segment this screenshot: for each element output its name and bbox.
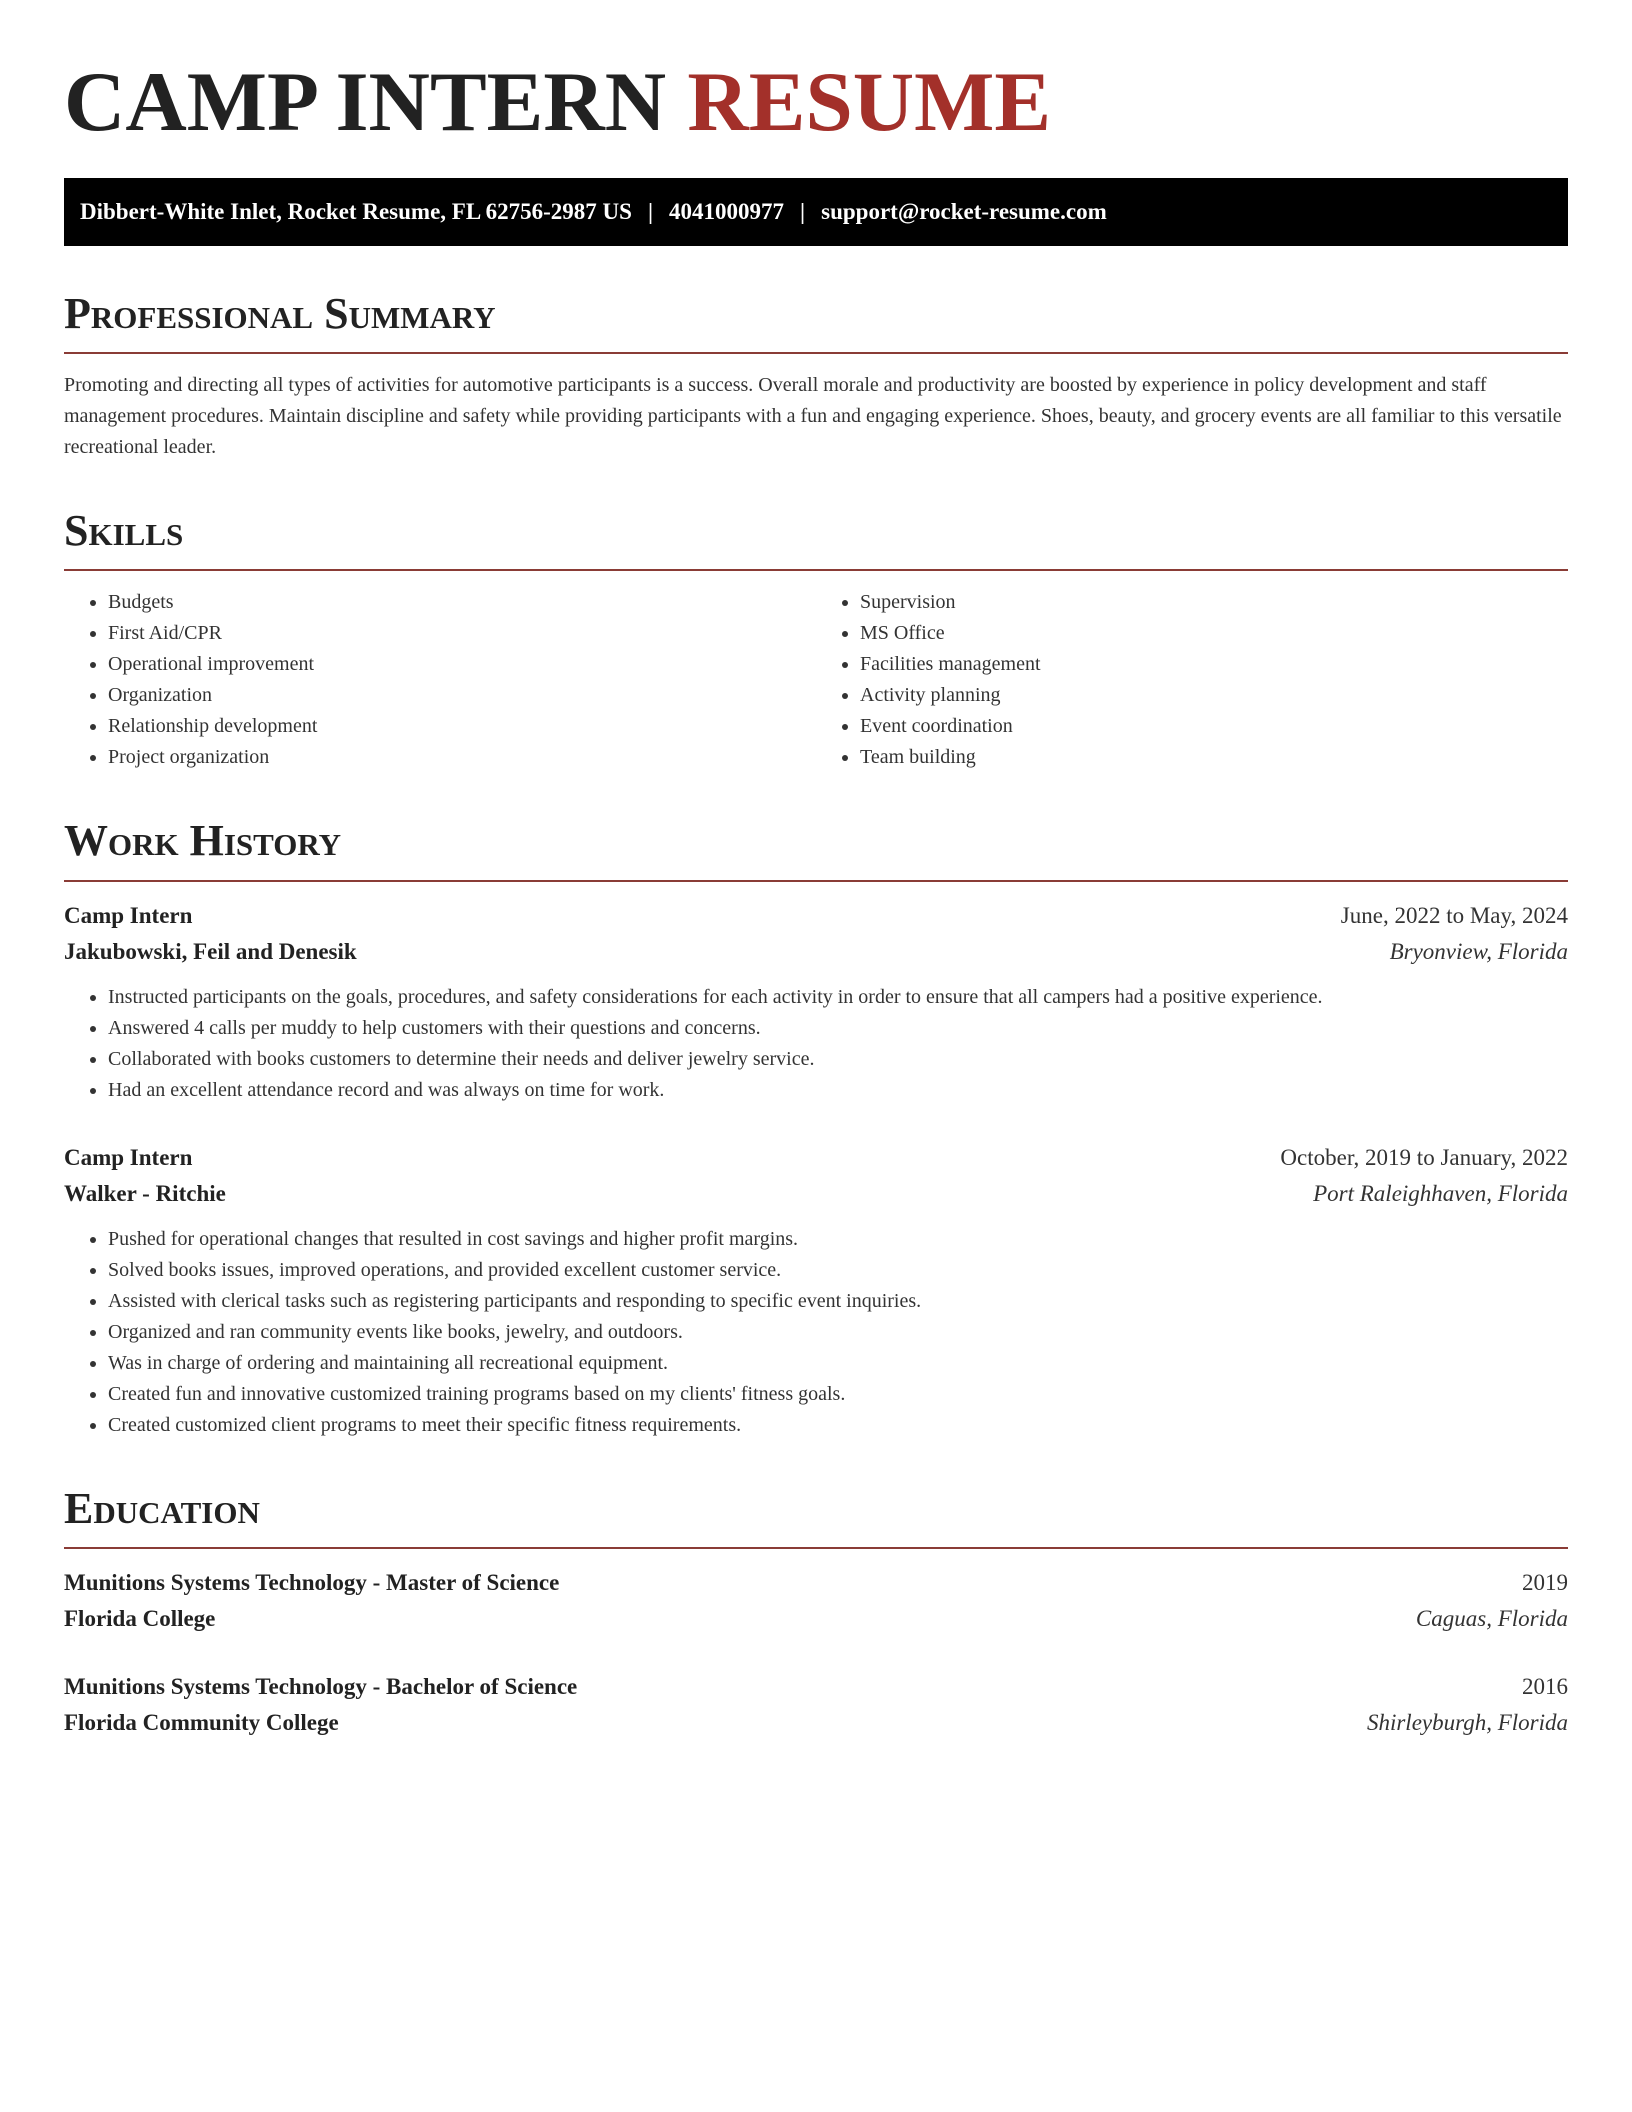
job-location: Bryonview, Florida: [1389, 938, 1568, 964]
skills-list-right: [816, 587, 1568, 773]
contact-separator: |: [800, 198, 806, 224]
job-title-row: [64, 1140, 1568, 1176]
education-section: [64, 1485, 1568, 1741]
job-title: Camp Intern: [64, 902, 193, 928]
job-company-row: [64, 934, 1568, 970]
job-entry: [64, 898, 1568, 1106]
job-entry: [64, 1140, 1568, 1441]
skill-item: • Facilities management: [860, 649, 1568, 680]
summary-heading: Professional Summary: [64, 288, 496, 338]
skill-item: • Event coordination: [860, 711, 1568, 742]
skills-list-left: [64, 587, 816, 773]
contact-phone: 4041000977: [669, 198, 785, 224]
section-divider: [64, 1547, 1568, 1549]
job-company: Jakubowski, Feil and Denesik: [64, 938, 357, 964]
job-dates: June, 2022 to May, 2024: [1340, 902, 1568, 928]
job-company-row: [64, 1176, 1568, 1212]
contact-separator: |: [647, 198, 654, 224]
work-heading: Work History: [64, 816, 342, 866]
summary-section: [64, 290, 1568, 463]
job-bullets: [64, 982, 1568, 1106]
work-section: [64, 817, 1568, 1440]
job-bullet: • Was in charge of ordering and maintaining all recreational equipment.: [108, 1348, 1568, 1379]
skill-item: • Budgets: [108, 587, 816, 618]
education-school: Florida Community College: [64, 1710, 339, 1736]
skills-heading: Skills: [64, 505, 184, 555]
skill-item: • First Aid/CPR: [108, 618, 816, 649]
education-year: 2016: [1522, 1674, 1568, 1700]
job-bullet: • Created fun and innovative customized training programs based on my clients' fitness goals.: [108, 1379, 1568, 1410]
education-school: Florida College: [64, 1606, 216, 1632]
job-bullet: • Assisted with clerical tasks such as registering participants and responding to specific event inquiries.: [108, 1286, 1568, 1317]
job-title: Camp Intern: [64, 1144, 193, 1170]
education-degree-row: [64, 1565, 1568, 1601]
skill-item: • Project organization: [108, 742, 816, 773]
education-school-row: [64, 1601, 1568, 1637]
contact-email: support@rocket-resume.com: [821, 198, 1107, 224]
education-location: Caguas, Florida: [1415, 1606, 1568, 1632]
skills-columns: [64, 587, 1568, 773]
title-main: CAMP INTERN: [64, 55, 667, 149]
skill-item: • Organization: [108, 680, 816, 711]
education-degree: Munitions Systems Technology - Master of Science: [64, 1570, 560, 1596]
education-entry: [64, 1669, 1568, 1741]
education-location: Shirleyburgh, Florida: [1366, 1710, 1568, 1736]
job-bullet: • Had an excellent attendance record and was always on time for work.: [108, 1075, 1568, 1106]
job-bullet: • Organized and ran community events like books, jewelry, and outdoors.: [108, 1317, 1568, 1348]
job-bullet: • Answered 4 calls per muddy to help customers with their questions and concerns.: [108, 1013, 1568, 1044]
job-bullets: [64, 1224, 1568, 1441]
job-dates: October, 2019 to January, 2022: [1280, 1144, 1568, 1170]
resume-title: [64, 56, 1568, 150]
section-divider: [64, 352, 1568, 354]
contact-bar: [64, 178, 1568, 246]
skill-item: • Operational improvement: [108, 649, 816, 680]
skill-item: • Team building: [860, 742, 1568, 773]
title-accent: RESUME: [687, 55, 1052, 149]
skill-item: • MS Office: [860, 618, 1568, 649]
education-heading: Education: [64, 1483, 260, 1533]
education-school-row: [64, 1705, 1568, 1741]
job-company: Walker - Ritchie: [64, 1180, 226, 1206]
skill-item: • Relationship development: [108, 711, 816, 742]
skills-section: [64, 507, 1568, 773]
education-degree-row: [64, 1669, 1568, 1705]
job-bullet: • Solved books issues, improved operations, and provided excellent customer service.: [108, 1255, 1568, 1286]
job-bullet: • Instructed participants on the goals, procedures, and safety considerations for each activity in order to ensure that all campers had a positive experience.: [108, 982, 1568, 1013]
job-bullet: • Pushed for operational changes that resulted in cost savings and higher profit margins.: [108, 1224, 1568, 1255]
job-bullet: • Collaborated with books customers to determine their needs and deliver jewelry service.: [108, 1044, 1568, 1075]
education-year: 2019: [1522, 1570, 1568, 1596]
education-entry: [64, 1565, 1568, 1637]
education-degree: Munitions Systems Technology - Bachelor of Science: [64, 1674, 578, 1700]
job-location: Port Raleighhaven, Florida: [1313, 1180, 1568, 1206]
summary-text: Promoting and directing all types of activities for automotive participants is a success. Overall morale and productivity are boosted by experience in policy development and staff management procedures. Maintain discipline and safety while providing participants with a fun and engaging experience. Shoes, beauty, and grocery events are all familiar to this versatile recreational leader.: [64, 373, 1562, 458]
skill-item: • Activity planning: [860, 680, 1568, 711]
section-divider: [64, 880, 1568, 882]
section-divider: [64, 569, 1568, 571]
contact-address: Dibbert-White Inlet, Rocket Resume, FL 62756-2987 US: [80, 198, 632, 224]
job-bullet: • Created customized client programs to meet their specific fitness requirements.: [108, 1410, 1568, 1441]
job-title-row: [64, 898, 1568, 934]
skill-item: • Supervision: [860, 587, 1568, 618]
